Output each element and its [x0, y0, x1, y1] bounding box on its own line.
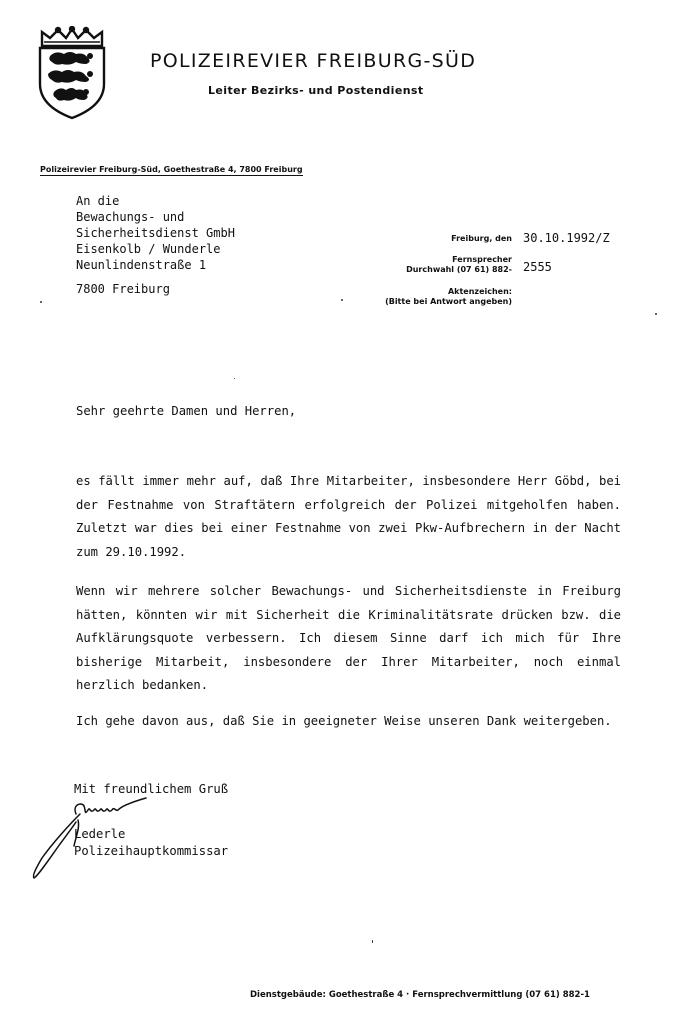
file-reference-line: Aktenzeichen:	[447, 287, 512, 296]
date-label: Freiburg, den	[451, 234, 512, 243]
body-line: bisherige Mitarbeit, insbesondere der Ihrer Mitarbeiter, noch einmal	[76, 654, 621, 669]
salutation: Sehr geehrte Damen und Herren,	[76, 404, 297, 418]
signer-block	[74, 826, 228, 860]
letterhead-subtitle: Leiter Bezirks- und Postendienst	[208, 84, 424, 97]
body-paragraph-2	[76, 580, 621, 698]
body-line: herzlich bedanken.	[76, 678, 209, 692]
recipient-line: Eisenkolb / Wunderle	[76, 242, 221, 256]
scan-speck	[372, 940, 373, 943]
recipient-line: An die	[76, 194, 120, 208]
scan-speck	[655, 313, 657, 315]
scan-speck	[40, 301, 42, 303]
file-reference-label	[385, 287, 512, 307]
signer-title: Polizeihauptkommissar	[74, 844, 229, 858]
coat-of-arms-icon	[36, 26, 108, 120]
body-line: Aufklärungsquote verbessern. Ich diesem Sinne darf ich mich für Ihre	[76, 631, 621, 645]
signer-name: Lederle	[74, 827, 126, 841]
closing: Mit freundlichem Gruß	[74, 782, 229, 796]
body-paragraph-3: Ich gehe davon aus, daß Sie in geeigneter Weise unseren Dank weitergeben.	[76, 714, 612, 728]
phone-label-line: Fernsprecher	[452, 255, 512, 264]
recipient-city: 7800 Freiburg	[76, 282, 170, 296]
sender-address-line: Polizeirevier Freiburg-Süd, Goethestraße 4, 7800 Freiburg	[40, 165, 303, 174]
phone-value: 2555	[523, 260, 552, 274]
body-line: Zuletzt war dies bei einer Festnahme von zwei Pkw-Aufbrechern in der Nacht	[76, 521, 621, 535]
phone-label-line: Durchwahl (07 61) 882-	[406, 265, 512, 274]
scan-speck	[234, 378, 235, 379]
scan-speck	[341, 299, 343, 301]
body-line: hätten, könnten wir mit Sicherheit die Kriminalitätsrate drücken bzw. die	[76, 607, 621, 622]
footer-address: Dienstgebäude: Goethestraße 4 · Fernsprechvermittlung (07 61) 882-1	[250, 990, 590, 1000]
file-reference-line: (Bitte bei Antwort angeben)	[385, 297, 512, 306]
body-line: der Festnahme von Straftätern erfolgreich der Polizei mitgeholfen haben.	[76, 497, 621, 512]
recipient-line: Bewachungs- und	[76, 210, 185, 224]
body-line: zum 29.10.1992.	[76, 544, 187, 559]
body-paragraph-1	[76, 470, 621, 564]
letterhead-title: POLIZEIREVIER FREIBURG-SÜD	[150, 50, 477, 72]
recipient-address	[76, 193, 235, 273]
recipient-line: Sicherheitsdienst GmbH	[76, 226, 235, 240]
date-value: 30.10.1992/Z	[523, 231, 610, 245]
phone-label	[406, 255, 512, 275]
body-line: es fällt immer mehr auf, daß Ihre Mitarbeiter, insbesondere Herr Göbd, bei	[76, 474, 621, 488]
body-line: Wenn wir mehrere solcher Bewachungs- und Sicherheitsdienste in Freiburg	[76, 584, 621, 598]
recipient-line: Neunlindenstraße 1	[76, 258, 207, 272]
